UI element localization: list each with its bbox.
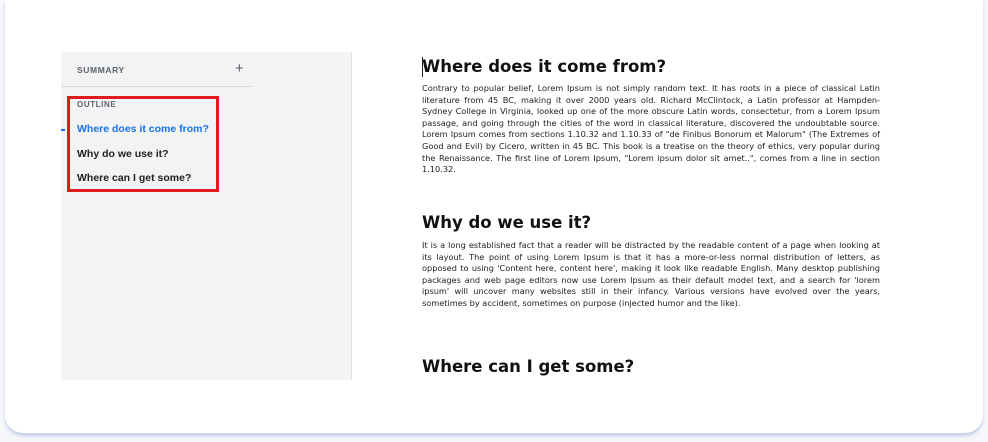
app-window — [5, 0, 983, 433]
outline-highlight-box — [67, 96, 219, 192]
outline-item-why-do-we-use-it[interactable]: Why do we use it? — [77, 148, 169, 160]
heading-where-can-i-get-some[interactable]: Where can I get some? — [422, 357, 635, 376]
outline-item-where-can-i-get-some[interactable]: Where can I get some? — [77, 172, 192, 184]
heading-where-does-it-come-from[interactable]: Where does it come from? — [422, 57, 667, 76]
paragraph-where-does-it-come-from[interactable]: Contrary to popular belief, Lorem Ipsum is not simply random text. It has roots in a piece of classical Latin literature from 45 BC, making it over 2000 years old. Richard McClintock, a Latin professor at Hampden-Sydney College in Virginia, looked up one of the more obscure Latin words, consectetur, from a Lorem Ipsum passage, and going through the cities of the word in classical literature, discovered the undoubtable source. Lorem Ipsum comes from sections 1.10.32 and 1.10.33 of "de Finibus Bonorum et Malorum" (The Extremes of Good and Evil) by Cicero, written in 45 BC. This book is a treatise on the theory of ethics, very popular during the Renaissance. The first line of Lorem Ipsum, "Lorem ipsum dolor sit amet..", comes from a line in section 1.10.32. — [422, 83, 880, 175]
summary-label: SUMMARY — [77, 65, 125, 75]
paragraph-why-do-we-use-it[interactable]: It is a long established fact that a reader will be distracted by the readable content of a page when looking at its layout. The point of using Lorem Ipsum is that it has a more-or-less normal distribution of letters, as opposed to using 'Content here, content here', making it look like readable English. Many desktop publishing packages and web page editors now use Lorem Ipsum as their default model text, and a search for 'lorem ipsum' will uncover many websites still in their infancy. Various versions have evolved over the years, sometimes by accident, sometimes on purpose (injected humor and the like). — [422, 240, 880, 308]
outline-label: OUTLINE — [77, 100, 117, 109]
outline-item-where-does-it-come-from[interactable]: Where does it come from? — [77, 123, 209, 135]
active-outline-marker — [61, 129, 65, 131]
heading-why-do-we-use-it[interactable]: Why do we use it? — [422, 213, 592, 232]
summary-row — [61, 52, 253, 87]
plus-icon[interactable]: + — [235, 60, 244, 77]
